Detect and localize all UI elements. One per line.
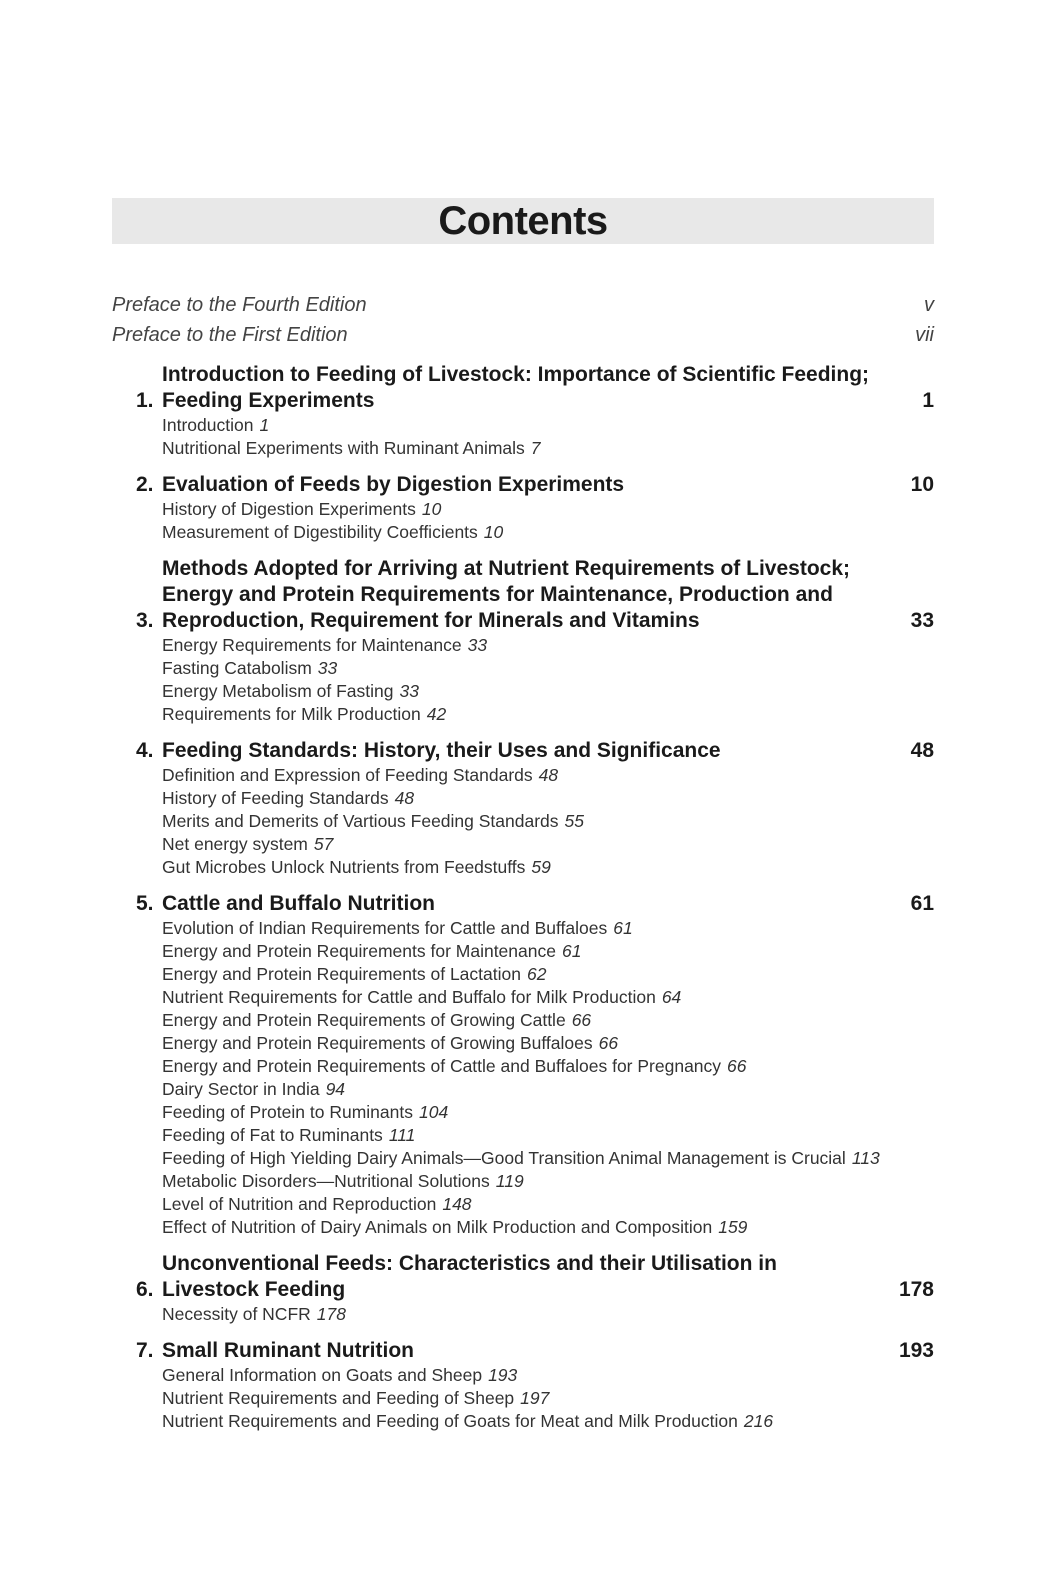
chapter-page: 33: [910, 609, 934, 632]
chapter-list: [112, 362, 934, 1433]
section-title: Energy and Protein Requirements of Lactation: [162, 964, 521, 984]
section-list: [162, 498, 934, 544]
section-page: 64: [661, 987, 682, 1007]
chapter-number: 1.: [136, 389, 154, 412]
section-page: 119: [495, 1171, 524, 1191]
chapter-entry: [136, 556, 934, 726]
section-title: Gut Microbes Unlock Nutrients from Feedstuffs: [162, 857, 526, 877]
preface-page: v: [924, 294, 934, 316]
section-page: 57: [313, 834, 334, 854]
section-entry[interactable]: [162, 1124, 934, 1147]
section-page: 48: [538, 765, 559, 785]
section-title: Dairy Sector in India: [162, 1079, 320, 1099]
section-title: Nutrient Requirements and Feeding of Sheep: [162, 1388, 515, 1408]
chapter-entry: [136, 1338, 934, 1433]
section-list: [162, 634, 934, 726]
section-page: 42: [426, 704, 447, 724]
section-entry[interactable]: [162, 833, 934, 856]
section-page: 33: [317, 658, 338, 678]
section-title: Effect of Nutrition of Dairy Animals on Milk Production and Composition: [162, 1217, 713, 1237]
section-list: [162, 1364, 934, 1433]
section-page: 66: [727, 1056, 747, 1076]
section-entry[interactable]: [162, 1009, 934, 1032]
section-entry[interactable]: [162, 940, 934, 963]
section-entry[interactable]: [162, 1193, 934, 1216]
chapter-entry: [136, 1251, 934, 1326]
section-list: [162, 414, 934, 460]
section-entry[interactable]: [162, 1410, 934, 1433]
chapter-title: Evaluation of Feeds by Digestion Experiments: [162, 473, 625, 496]
section-entry[interactable]: [162, 680, 934, 703]
chapter-number: 4.: [136, 739, 154, 762]
chapter-entry: [136, 362, 934, 460]
section-title: Energy Metabolism of Fasting: [162, 681, 394, 701]
section-page: 216: [743, 1411, 774, 1431]
title-bar: [112, 198, 934, 244]
chapter-number: 2.: [136, 473, 154, 496]
section-title: Necessity of NCFR: [162, 1304, 311, 1324]
section-page: 148: [442, 1194, 472, 1214]
section-entry[interactable]: [162, 810, 934, 833]
section-entry[interactable]: [162, 1147, 934, 1170]
section-title: Nutritional Experiments with Ruminant Animals: [162, 438, 525, 458]
page-title: Contents: [438, 198, 608, 243]
chapter-entry: [136, 738, 934, 879]
section-page: 7: [530, 438, 541, 458]
section-entry[interactable]: [162, 1216, 934, 1239]
section-entry[interactable]: [162, 498, 934, 521]
chapter-title: Unconventional Feeds: Characteristics and their Utilisation in Livestock Feeding: [162, 1252, 777, 1301]
section-page: 61: [613, 918, 633, 938]
chapter-heading[interactable]: [136, 472, 934, 498]
chapter-page: 193: [898, 1339, 934, 1362]
chapter-entry: [136, 891, 934, 1239]
section-title: Metabolic Disorders—Nutritional Solutions: [162, 1171, 490, 1191]
section-page: 33: [399, 681, 419, 701]
preface-title: Preface to the First Edition: [112, 324, 348, 346]
chapter-title: Methods Adopted for Arriving at Nutrient Requirements of Livestock; Energy and Protein Requirements for Maintenance, Production and Reproduction, Requirement for Minerals and Vitamins: [162, 557, 850, 632]
section-page: 62: [526, 964, 547, 984]
section-entry[interactable]: [162, 521, 934, 544]
chapter-page: 178: [898, 1278, 934, 1301]
chapter-number: 3.: [136, 609, 154, 632]
section-page: 1: [259, 415, 270, 435]
section-entry[interactable]: [162, 986, 934, 1009]
chapter-number: 6.: [136, 1278, 154, 1301]
section-title: Requirements for Milk Production: [162, 704, 421, 724]
section-page: 178: [316, 1304, 346, 1324]
chapter-number: 7.: [136, 1339, 154, 1362]
preface-entry[interactable]: [112, 320, 934, 350]
section-title: Level of Nutrition and Reproduction: [162, 1194, 437, 1214]
section-page: 66: [571, 1010, 592, 1030]
section-page: 159: [718, 1217, 748, 1237]
chapter-heading[interactable]: [136, 556, 934, 634]
section-title: Energy Requirements for Maintenance: [162, 635, 462, 655]
preface-title: Preface to the Fourth Edition: [112, 294, 367, 316]
contents-page: [112, 198, 934, 1445]
chapter-page: 10: [910, 473, 934, 496]
section-title: Definition and Expression of Feeding Standards: [162, 765, 533, 785]
section-entry[interactable]: [162, 787, 934, 810]
preface-page: vii: [915, 324, 934, 346]
chapter-title: Feeding Standards: History, their Uses and Significance: [162, 739, 721, 762]
section-title: Introduction: [162, 415, 254, 435]
chapter-heading[interactable]: [136, 738, 934, 764]
section-page: 197: [520, 1388, 550, 1408]
chapter-heading[interactable]: [136, 891, 934, 917]
section-entry[interactable]: [162, 1170, 934, 1193]
section-title: Energy and Protein Requirements for Maintenance: [162, 941, 556, 961]
chapter-title: Cattle and Buffalo Nutrition: [162, 892, 435, 915]
section-title: Merits and Demerits of Vartious Feeding Standards: [162, 811, 559, 831]
section-title: Feeding of Fat to Ruminants: [162, 1125, 383, 1145]
section-title: Energy and Protein Requirements of Cattle and Buffaloes for Pregnancy: [162, 1056, 722, 1076]
section-title: General Information on Goats and Sheep: [162, 1365, 483, 1385]
section-page: 111: [388, 1125, 416, 1145]
section-title: Evolution of Indian Requirements for Cattle and Buffaloes: [162, 918, 608, 938]
chapter-heading[interactable]: [136, 362, 934, 414]
section-title: Feeding of High Yielding Dairy Animals—Good Transition Animal Management is Crucial: [162, 1148, 846, 1168]
section-page: 59: [531, 857, 551, 877]
chapter-number: 5.: [136, 892, 154, 915]
section-title: Energy and Protein Requirements of Growing Cattle: [162, 1010, 566, 1030]
section-page: 104: [418, 1102, 449, 1122]
section-title: History of Digestion Experiments: [162, 499, 416, 519]
section-page: 113: [851, 1148, 880, 1168]
section-page: 94: [325, 1079, 346, 1099]
section-entry[interactable]: [162, 963, 934, 986]
section-entry[interactable]: [162, 1303, 934, 1326]
section-title: Energy and Protein Requirements of Growing Buffaloes: [162, 1033, 593, 1053]
section-title: Fasting Catabolism: [162, 658, 312, 678]
section-title: Measurement of Digestibility Coefficients: [162, 522, 478, 542]
section-entry[interactable]: [162, 1101, 934, 1124]
chapter-heading[interactable]: [136, 1251, 934, 1303]
section-page: 10: [421, 499, 442, 519]
section-entry[interactable]: [162, 1387, 934, 1410]
chapter-page: 48: [910, 739, 934, 762]
section-list: [162, 917, 934, 1239]
section-title: Net energy system: [162, 834, 308, 854]
chapter-heading[interactable]: [136, 1338, 934, 1364]
section-entry[interactable]: [162, 437, 934, 460]
section-page: 193: [488, 1365, 518, 1385]
section-entry[interactable]: [162, 917, 934, 940]
section-page: 33: [467, 635, 488, 655]
section-entry[interactable]: [162, 856, 934, 879]
section-title: History of Feeding Standards: [162, 788, 389, 808]
section-list: [162, 1303, 934, 1326]
chapter-page: 1: [922, 389, 934, 412]
section-page: 66: [598, 1033, 619, 1053]
preface-list: [112, 290, 934, 350]
section-page: 61: [561, 941, 582, 961]
section-title: Nutrient Requirements and Feeding of Goats for Meat and Milk Production: [162, 1411, 738, 1431]
section-entry[interactable]: [162, 764, 934, 787]
section-entry[interactable]: [162, 634, 934, 657]
section-title: Feeding of Protein to Ruminants: [162, 1102, 413, 1122]
section-list: [162, 764, 934, 879]
section-title: Nutrient Requirements for Cattle and Buffalo for Milk Production: [162, 987, 656, 1007]
section-page: 55: [564, 811, 584, 831]
section-entry[interactable]: [162, 657, 934, 680]
section-entry[interactable]: [162, 414, 934, 437]
chapter-page: 61: [910, 892, 934, 915]
preface-entry[interactable]: [112, 290, 934, 320]
section-entry[interactable]: [162, 1055, 934, 1078]
section-page: 48: [394, 788, 415, 808]
section-entry[interactable]: [162, 1078, 934, 1101]
section-entry[interactable]: [162, 703, 934, 726]
chapter-title: Small Ruminant Nutrition: [162, 1339, 414, 1362]
section-entry[interactable]: [162, 1364, 934, 1387]
section-entry[interactable]: [162, 1032, 934, 1055]
chapter-entry: [136, 472, 934, 544]
section-page: 10: [483, 522, 504, 542]
chapter-title: Introduction to Feeding of Livestock: Importance of Scientific Feeding; Feeding Experiments: [162, 363, 870, 412]
